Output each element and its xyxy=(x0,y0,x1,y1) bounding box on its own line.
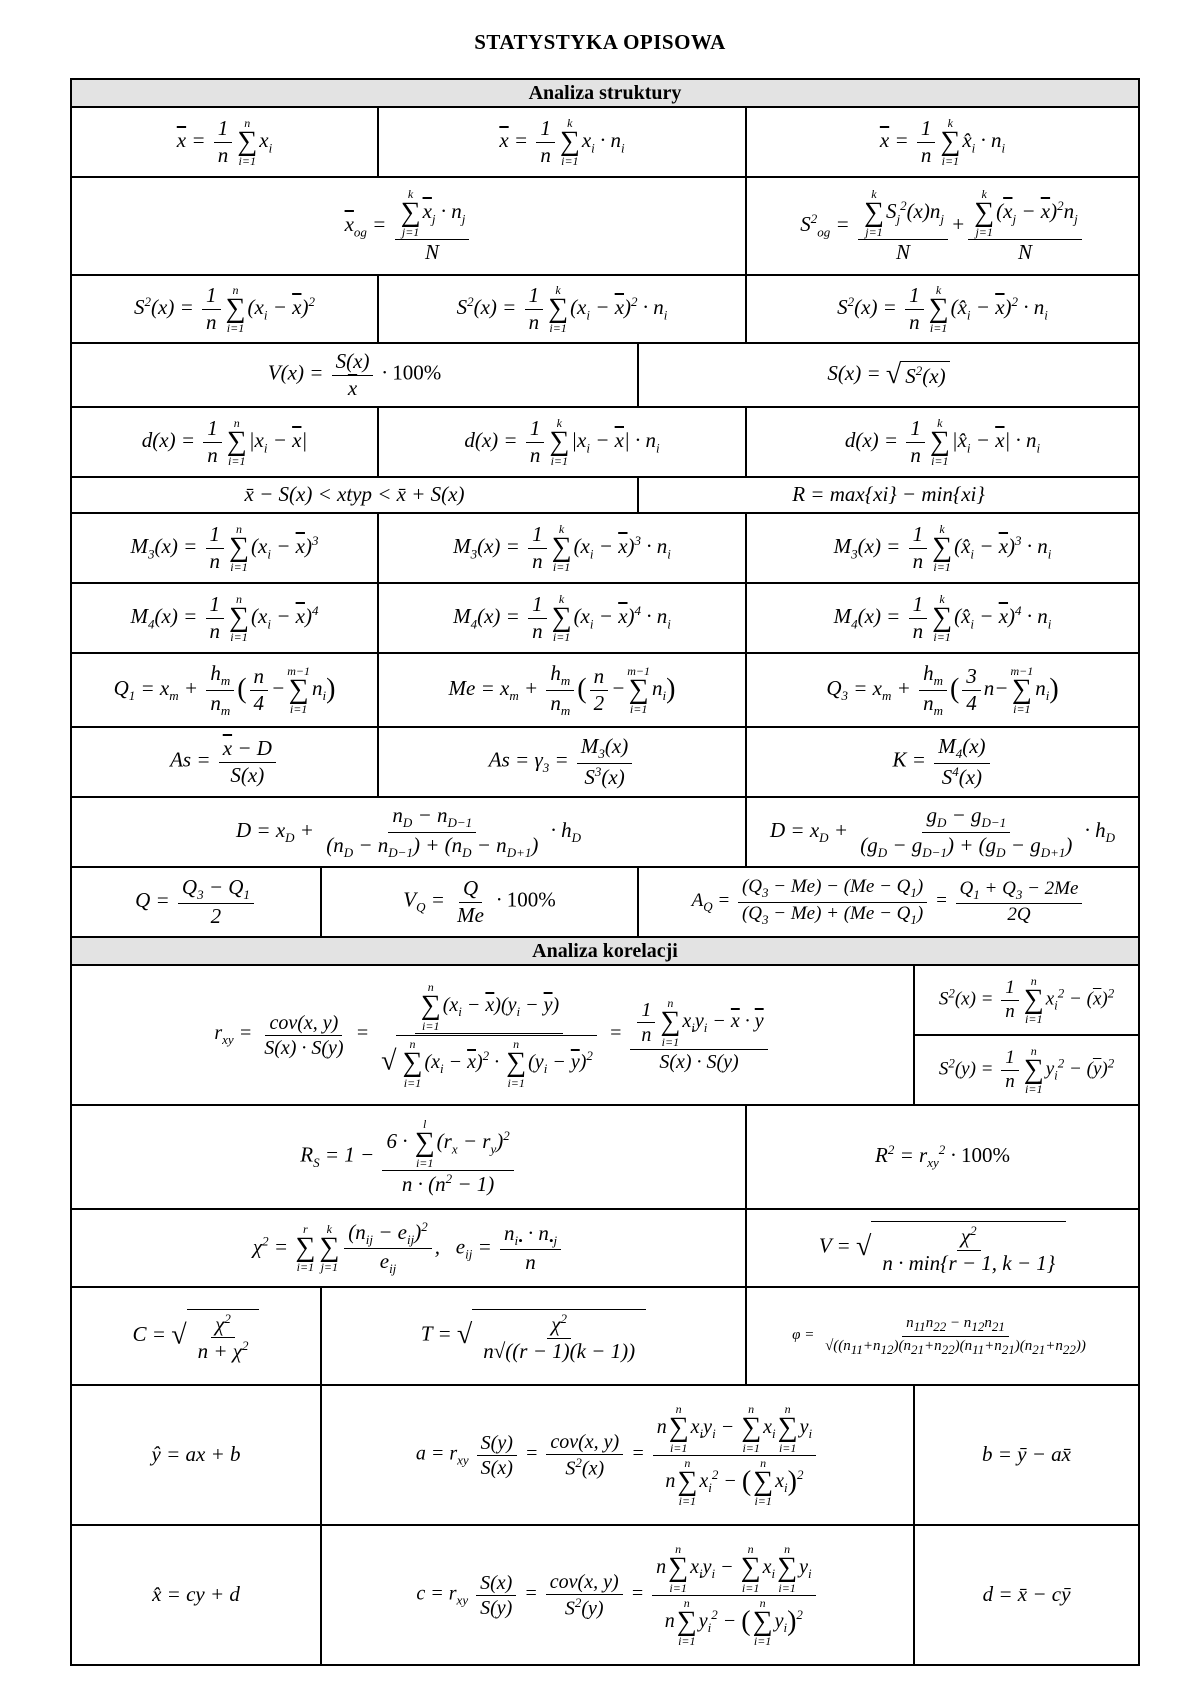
mean-deviation-row xyxy=(71,407,1139,477)
dominant-formula-densities: $D = x_D$ + $\frac{g_D - g_{D-1}}{(g_D - g_{D-1}) + (g_D - g_{D+1})}$ · $h_D$ xyxy=(746,797,1139,867)
variance-formula-intervals: $S^2(x)$ = $\frac{1}{n}$ k ∑ i=1 $(x̂_i - \overline{x})^2 \cdot n_i$ xyxy=(746,275,1139,343)
mean-deviation-formula-intervals: d(x) = $\frac{1}{n}$ k ∑ i=1 $|x̂_i - \overline{x}| \cdot n_i$ xyxy=(746,407,1139,477)
contingency-row xyxy=(71,1287,1139,1385)
coefficient-of-variation-formula: V(x) = $\frac{S(x)}{x}$ · 100% xyxy=(71,343,638,407)
slope-c-formula: $c = r_{xy}$ $\frac{S(x)}{S(y)}$ = $\frac{\text{cov(x, y)}}{S^2(y)}$ = n n ∑ i=1 $x_iy_i$ − n ∑ i=1 $x_i$ n ∑ i=1 $y_i$ n n ∑ i=1 $y_i^2$ − ( n ∑ i=1 $y_i)^2$ xyxy=(321,1525,914,1665)
mean-formula-intervals: $\overline{x}$ = $\frac{1}{n}$ k ∑ i=1 $x̂_i \cdot n_i$ xyxy=(746,107,1139,177)
regression-x-row xyxy=(71,1525,1139,1665)
page-title: STATYSTYKA OPISOWA xyxy=(474,30,726,54)
percent-label: 100% xyxy=(506,887,556,912)
section-header-correlation: Analiza korelacji xyxy=(71,937,1139,965)
cramer-v-formula: V = √ $\frac{\chi^2}{n \cdot \min\{r - 1, k - 1\}}$ xyxy=(746,1209,1139,1287)
fourth-moment-row xyxy=(71,583,1139,653)
third-moment-formula-individual: $M_3(x)$ = $\frac{1}{n}$ n ∑ i=1 $(x_i - \overline{x})^3$ xyxy=(71,513,378,583)
quartile-deviation-row xyxy=(71,867,1139,937)
mean-formula-grouped: $\overline{x}$ = $\frac{1}{n}$ k ∑ i=1 $x_i \cdot n_i$ xyxy=(378,107,746,177)
spearman-row xyxy=(71,1105,1139,1209)
phi-coefficient-formula: φ = $\frac{n_{11}n_{22} - n_{12}n_{21}}{√((n_{11}+n_{12})(n_{21}+n_{22})(n_{11}+n_{21})(n_{21}+n_{22}))}$ xyxy=(746,1287,1139,1385)
standard-deviation-formula: S(x) = √ $S^2(x)$ xyxy=(638,343,1139,407)
pearson-contingency-formula: C = √ $\frac{\chi^2}{n + \chi^2}$ xyxy=(71,1287,321,1385)
fourth-moment-formula-individual: $M_4(x)$ = $\frac{1}{n}$ n ∑ i=1 $(x_i - \overline{x})^4$ xyxy=(71,583,378,653)
third-moment-formula-intervals: $M_3(x)$ = $\frac{1}{n}$ k ∑ i=1 $(x̂_i - \overline{x})^3 \cdot n_i$ xyxy=(746,513,1139,583)
third-moment-row xyxy=(71,513,1139,583)
overall-variance-formula: $S^2_{og}$ = k ∑ j=1 $S_j^2(x)n_j$ N + k ∑ j=1 $(\overline{x}_j - \overline{x})^2n_j$ N xyxy=(746,177,1139,275)
range-formula: R = max{xi} − min{xi} xyxy=(638,477,1139,513)
percent-label: 100% xyxy=(961,1143,1010,1168)
variance-y-short-formula: $S^2(y)$ = $\frac{1}{n}$ n ∑ i=1 $y_i^2 - (\overline{y})^2$ xyxy=(914,1035,1139,1105)
positional-skewness-formula: $A_Q$ = $\frac{(Q_3 - Me) - (Me - Q_1)}{(Q_3 - Me) + (Me - Q_1)}$ = $\frac{Q_1 + Q_3 - 2Me}{2Q}$ xyxy=(638,867,1139,937)
fourth-moment-formula-grouped: $M_4(x)$ = $\frac{1}{n}$ k ∑ i=1 $(x_i - \overline{x})^4 \cdot n_i$ xyxy=(378,583,746,653)
mean-formula-individual: $\overline{x}$ = $\frac{1}{n}$ n ∑ i=1 $x_i$ xyxy=(71,107,378,177)
variance-x-short-formula: $S^2(x)$ = $\frac{1}{n}$ n ∑ i=1 $x_i^2 - (\overline{x})^2$ xyxy=(914,965,1139,1035)
regression-y-row xyxy=(71,1385,1139,1525)
formula-table xyxy=(70,78,1140,1666)
regression-x-formula: x̂ = cy + d xyxy=(71,1525,321,1665)
skewness-row xyxy=(71,727,1139,797)
quartiles-row xyxy=(71,653,1139,727)
variation-row xyxy=(71,343,1139,407)
chi-square-row xyxy=(71,1209,1139,1287)
typical-range-formula: x̄ − S(x) < xtyp < x̄ + S(x) xyxy=(71,477,638,513)
overall-row xyxy=(71,177,1139,275)
dominant-row xyxy=(71,797,1139,867)
percent-label: 100% xyxy=(392,360,442,385)
intercept-d-formula: d = x̄ − cȳ xyxy=(914,1525,1139,1665)
pearson-row-top xyxy=(71,965,1139,1035)
slope-a-formula: $a = r_{xy}$ $\frac{S(y)}{S(x)}$ = $\frac{\text{cov(x, y)}}{S^2(x)}$ = n n ∑ i=1 $x_iy_i$ − n ∑ i=1 $x_i$ n ∑ i=1 $y_i$ n n ∑ i=1 $x_i^2$ − ( n ∑ i=1 $x_i)^2$ xyxy=(321,1385,914,1525)
variance-row xyxy=(71,275,1139,343)
tschuprow-formula: T = √ $\frac{\chi^2}{n√((r - 1)(k - 1))}$ xyxy=(321,1287,746,1385)
skewness-formula-dominant: As = $\frac{\overline{x} - D}{S(x)}$ xyxy=(71,727,378,797)
variance-formula-grouped: $S^2(x)$ = $\frac{1}{n}$ k ∑ i=1 $(x_i - \overline{x})^2 \cdot n_i$ xyxy=(378,275,746,343)
kurtosis-formula: K = $\frac{M_4(x)}{S^4(x)}$ xyxy=(746,727,1139,797)
skewness-formula-moment: $As = \gamma_3$ = $\frac{M_3(x)}{S^3(x)}$ xyxy=(378,727,746,797)
quartile-deviation-formula: Q = $\frac{Q_3 - Q_1}{2}$ xyxy=(71,867,321,937)
spearman-formula: $R_S = 1$ − 6 · l ∑ i=1 $(r_x - r_y)^2$ $n \cdot (n^2 - 1)$ xyxy=(71,1105,746,1209)
positional-variation-formula: $V_Q$ = $\frac{Q}{Me}$ · 100% xyxy=(321,867,638,937)
intercept-b-formula: b = ȳ − ax̄ xyxy=(914,1385,1139,1525)
overall-mean-formula: $\overline{x}_{og}$ = k ∑ j=1 $\overline{x}_j \cdot n_j$ N xyxy=(71,177,746,275)
mean-deviation-formula-individual: d(x) = $\frac{1}{n}$ n ∑ i=1 $|x_i - \overline{x}|$ xyxy=(71,407,378,477)
mean-deviation-formula-grouped: d(x) = $\frac{1}{n}$ k ∑ i=1 $|x_i - \overline{x}| \cdot n_i$ xyxy=(378,407,746,477)
fourth-moment-formula-intervals: $M_4(x)$ = $\frac{1}{n}$ k ∑ i=1 $(x̂_i - \overline{x})^4 \cdot n_i$ xyxy=(746,583,1139,653)
section-header-structure: Analiza struktury xyxy=(71,79,1139,107)
pearson-correlation-formula: $r_{xy}$ = $\frac{\text{cov(x, y)}}{S(x) \cdot S(y)}$ = n ∑ i=1 $(x_i - \overline{x})(y_i - \overline{y})$ √ n ∑ i=1 $(x_i - \overline{x})^2$ · n ∑ i=1 $(y_i - \overline{y})^2$ = $\frac{1}{n}$ n ∑ i=1 $x_iy_i - \overline{x} \cdot \overline{y}$ S(x) · S(y) xyxy=(71,965,914,1105)
first-quartile-formula: $Q_1 = x_m$ + $\frac{h_m}{n_m}$ ( $\frac{n}{4}$ − m−1 ∑ i=1 $n_i$) xyxy=(71,653,378,727)
determination-formula: $R^2 = r_{xy}^2 \cdot 100\%$ xyxy=(746,1105,1139,1209)
third-quartile-formula: $Q_3 = x_m$ + $\frac{h_m}{n_m}$ ( $\frac{3}{4}$ n− m−1 ∑ i=1 $n_i$) xyxy=(746,653,1139,727)
variance-formula-individual: $S^2(x)$ = $\frac{1}{n}$ n ∑ i=1 $(x_i - \overline{x})^2$ xyxy=(71,275,378,343)
formula-sheet xyxy=(70,78,1138,1666)
third-moment-formula-grouped: $M_3(x)$ = $\frac{1}{n}$ k ∑ i=1 $(x_i - \overline{x})^3 \cdot n_i$ xyxy=(378,513,746,583)
chi-square-formula: $\chi^2$ = r ∑ i=1 k ∑ j=1 $\frac{(n_{ij} - e_{ij})^2}{e_{ij}}$ , $e_{ij}$ = $\frac{n_{i•} \cdot n_{•j}}{n}$ xyxy=(71,1209,746,1287)
dominant-formula-counts: $D = x_D$ + $\frac{n_D - n_{D-1}}{(n_D - n_{D-1}) + (n_D - n_{D+1})}$ · $h_D$ xyxy=(71,797,746,867)
median-formula: $Me = x_m$ + $\frac{h_m}{n_m}$ ( $\frac{n}{2}$ − m−1 ∑ i=1 $n_i$) xyxy=(378,653,746,727)
mean-row xyxy=(71,107,1139,177)
regression-y-formula: ŷ = ax + b xyxy=(71,1385,321,1525)
range-row xyxy=(71,477,1139,513)
